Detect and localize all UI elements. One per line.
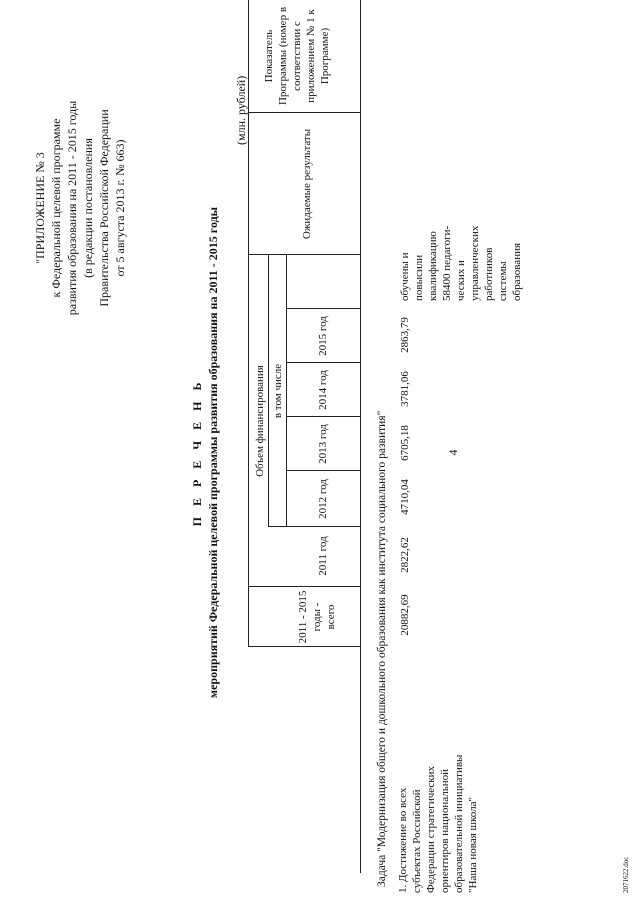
appendix-line: "ПРИЛОЖЕНИЕ № 3: [33, 152, 47, 264]
header-indicator: Показатель Программы (номер в соответствии с приложением № 1 к Программе): [263, 6, 331, 106]
activity-cell: 1. Достижение во всех субъектах Российской Федерации стратегических ориентиров национальной образовательной инициативы "Наша новая школа": [397, 754, 479, 893]
year-2015-cell: 2863,79: [399, 317, 411, 353]
col-line: [286, 470, 360, 471]
col-line: [286, 416, 360, 417]
including-divider: [286, 255, 287, 527]
appendix-block: [32, 83, 128, 333]
col-line: [286, 308, 360, 309]
page-number: 4: [446, 449, 460, 456]
footer-filename: 2071622.doc: [622, 856, 630, 893]
col-line: [248, 586, 360, 587]
col-line: [248, 112, 360, 113]
header-year: 2013 год: [317, 424, 329, 464]
header-year: 2015 год: [317, 316, 329, 356]
funding-group-divider: [268, 255, 269, 527]
total-cell: 20882,69: [399, 594, 411, 636]
col-line: [248, 254, 360, 255]
table-top-border: [248, 0, 249, 647]
header-total: 2011 - 2015 годы - всего: [297, 590, 337, 644]
year-2014-cell: 3781,06: [399, 371, 411, 407]
header-year: 2014 год: [317, 370, 329, 410]
header-year: 2012 год: [317, 479, 329, 519]
col-line: [286, 362, 360, 363]
appendix-line: от 5 августа 2013 г. № 663): [113, 139, 127, 277]
task-row: Задача "Модернизация общего и дошкольного образования как института социального развития": [376, 410, 388, 887]
appendix-line: (в редакции постановления: [81, 138, 95, 278]
appendix-line: развития образования на 2011 - 2015 годы: [65, 100, 79, 316]
document-subtitle: мероприятий Федеральной целевой программы развития образования на 2011 - 2015 годы: [206, 206, 220, 699]
header-including: в том числе: [272, 363, 284, 419]
appendix-line: к Федеральной целевой программе: [49, 118, 63, 298]
header-expected: Ожидаемые результаты: [301, 128, 313, 240]
year-2011-cell: 2822,62: [399, 537, 411, 573]
document-title: П Е Р Е Ч Е Н Ь: [190, 378, 204, 527]
year-2012-cell: 4710,04: [399, 479, 411, 515]
table-header-bottom-border: [360, 0, 361, 873]
col-line: [248, 646, 360, 647]
units-label: (млн. рублей): [234, 75, 248, 145]
year-2013-cell: 6705,18: [399, 425, 411, 461]
header-funding: Объем финансирования: [254, 365, 266, 477]
header-year: 2011 год: [317, 536, 329, 576]
expected-cell: обучены и повысили квалификацию 58400 педагоги-ческих и управленческих работников системы образования: [399, 225, 523, 301]
appendix-line: Правительства Российской Федерации: [97, 109, 111, 307]
col-line: [268, 526, 360, 527]
